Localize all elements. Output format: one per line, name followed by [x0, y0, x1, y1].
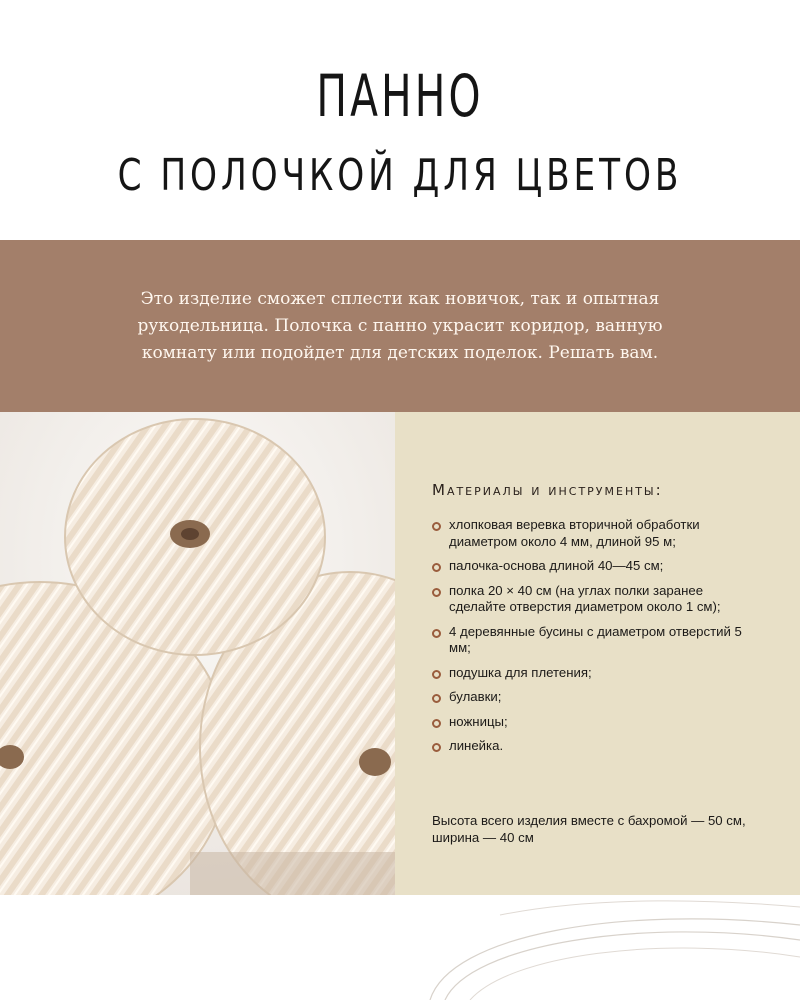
page-subtitle: С ПОЛОЧКОЙ ДЛЯ ЦВЕТОВ [117, 150, 683, 201]
list-item [432, 517, 752, 550]
list-item [432, 738, 752, 755]
circle-bullet-icon [432, 629, 441, 638]
list-item-text: подушка для плетения; [449, 664, 592, 680]
list-item [432, 624, 752, 657]
circle-bullet-icon [432, 743, 441, 752]
list-item-text: палочка-основа длиной 40—45 см; [449, 558, 664, 573]
list-item [432, 665, 752, 682]
circle-bullet-icon [432, 588, 441, 597]
list-item-text: 4 деревянные бусины с диаметром отверстий 5 мм; [449, 623, 742, 655]
list-item [432, 558, 752, 575]
cotton-rope-balls-photo [0, 412, 395, 895]
intro-text: Это изделие сможет сплести как новичок, так и опытная рукодельница. Полочка с панно украсит коридор, ванную комнату или подойдет для детских поделок. Решать вам. [137, 288, 663, 363]
list-item-text: линейка. [449, 738, 504, 753]
size-note: Высота всего изделия вместе с бахромой — 50 см, ширина — 40 см [432, 813, 746, 845]
list-item-text: булавки; [449, 689, 502, 704]
rope-photo [0, 412, 395, 895]
list-item [432, 714, 752, 731]
intro-band [0, 240, 800, 412]
circle-bullet-icon [432, 694, 441, 703]
circle-bullet-icon [432, 719, 441, 728]
decorative-footer [0, 895, 800, 1000]
circle-bullet-icon [432, 563, 441, 572]
list-item [432, 689, 752, 706]
title-block [0, 0, 800, 240]
page-title: ПАННО [316, 62, 484, 130]
materials-panel [395, 412, 800, 895]
list-item [432, 583, 752, 616]
list-item-text: полка 20 × 40 см (на углах полки заранее сделайте отверстия диаметром около 1 см); [449, 582, 721, 614]
list-item-text: хлопковая веревка вторичной обработки диаметром около 4 мм, длиной 95 м; [449, 517, 700, 549]
circle-bullet-icon [432, 670, 441, 679]
circle-bullet-icon [432, 522, 441, 531]
materials-heading: Материалы и инструменты: [432, 481, 663, 499]
materials-list [432, 517, 752, 763]
rope-ball-top [65, 419, 325, 655]
list-item-text: ножницы; [449, 713, 508, 729]
decorative-swirl [0, 895, 800, 1000]
